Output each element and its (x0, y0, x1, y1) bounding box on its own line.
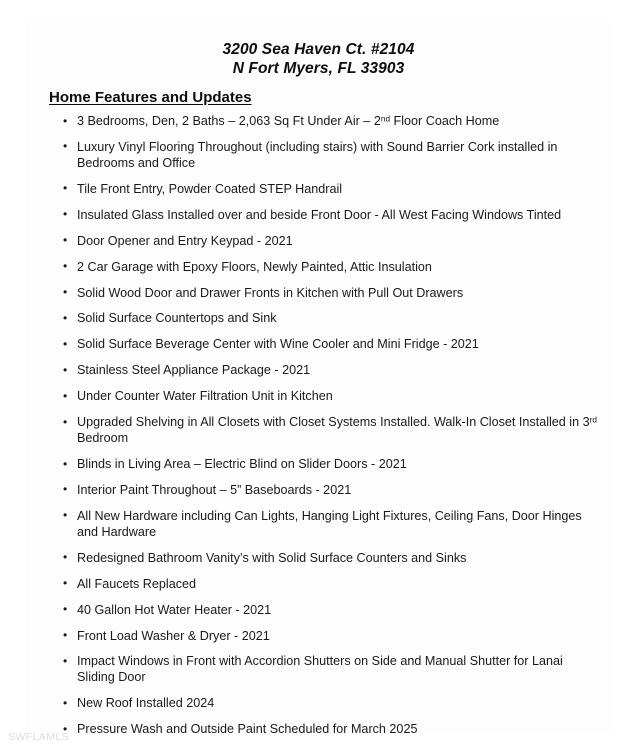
list-item (63, 182, 598, 198)
list-item-label: All New Hardware including Can Lights, Hanging Light Fixtures, Ceiling Fans, Door Hinges and Hardware (77, 508, 582, 539)
list-item-label: Redesigned Bathroom Vanity’s with Solid Surface Counters and Sinks (77, 550, 467, 565)
list-item-label: Interior Paint Throughout – 5” Baseboards - 2021 (77, 482, 352, 497)
section-heading: Home Features and Updates (49, 89, 252, 106)
list-item (63, 140, 598, 171)
list-item-label: Solid Surface Countertops and Sink (77, 311, 277, 326)
list-item (63, 286, 598, 302)
ordinal-suffix: rd (589, 414, 598, 425)
list-item (63, 509, 598, 540)
list-item-label: 3 Bedrooms, Den, 2 Baths – 2,063 Sq Ft Under Air – 2 (77, 114, 381, 128)
list-item (63, 389, 598, 405)
list-item (63, 234, 598, 250)
list-item-label: 40 Gallon Hot Water Heater - 2021 (77, 602, 272, 617)
mls-watermark: SWFLAMLS (8, 731, 69, 743)
list-item (63, 457, 598, 473)
list-item-label: Solid Surface Beverage Center with Wine Cooler and Mini Fridge - 2021 (77, 337, 479, 352)
list-item (63, 337, 598, 353)
home-features-list (25, 114, 612, 738)
list-item-label: Stainless Steel Appliance Package - 2021 (77, 363, 311, 378)
ordinal-suffix: nd (380, 113, 391, 124)
list-item-label: Solid Wood Door and Drawer Fronts in Kitchen with Pull Out Drawers (77, 285, 464, 300)
list-item (63, 114, 598, 130)
list-item-label: Insulated Glass Installed over and beside Front Door - All West Facing Windows Tinted (77, 207, 562, 222)
list-item (63, 363, 598, 379)
list-item (63, 311, 598, 327)
list-item-label: New Roof Installed 2024 (77, 696, 215, 711)
list-item (63, 577, 598, 593)
list-item-label: All Faucets Replaced (77, 576, 197, 591)
document-page (25, 22, 612, 737)
list-item-label-tail: Floor Coach Home (390, 114, 500, 128)
list-item-label: Pressure Wash and Outside Paint Scheduled for March 2025 (77, 722, 418, 737)
section-heading-wrapper (25, 78, 612, 107)
list-item-label: Under Counter Water Filtration Unit in Kitchen (77, 389, 333, 404)
page-title (25, 40, 612, 78)
list-item (63, 654, 598, 685)
list-item (63, 483, 598, 499)
list-item-label: Luxury Vinyl Flooring Throughout (including stairs) with Sound Barrier Cork installed in Bedrooms and Office (77, 139, 558, 170)
list-item-label: Impact Windows in Front with Accordion Shutters on Side and Manual Shutter for Lanai Sliding Door (77, 654, 563, 685)
list-item (63, 629, 598, 645)
list-item (63, 696, 598, 712)
list-item-label: Upgraded Shelving in All Closets with Closet Systems Installed. Walk-In Closet Installed in 3 (77, 415, 590, 430)
property-address-line: 3200 Sea Haven Ct. #2104 (222, 41, 415, 58)
list-item-label: Tile Front Entry, Powder Coated STEP Handrail (77, 181, 343, 196)
list-item (63, 208, 598, 224)
list-item-label: 2 Car Garage with Epoxy Floors, Newly Painted, Attic Insulation (77, 259, 432, 274)
list-item (63, 260, 598, 276)
list-item (63, 603, 598, 619)
list-item (63, 551, 598, 567)
list-item-label-tail: Bedroom (77, 431, 129, 446)
list-item (63, 722, 598, 738)
list-item-label: Blinds in Living Area – Electric Blind on Slider Doors - 2021 (77, 457, 407, 471)
list-item (63, 415, 598, 446)
property-city-state-zip-line: N Fort Myers, FL 33903 (232, 60, 405, 77)
list-item-label: Front Load Washer & Dryer - 2021 (77, 628, 270, 643)
list-item-label: Door Opener and Entry Keypad - 2021 (77, 233, 293, 248)
